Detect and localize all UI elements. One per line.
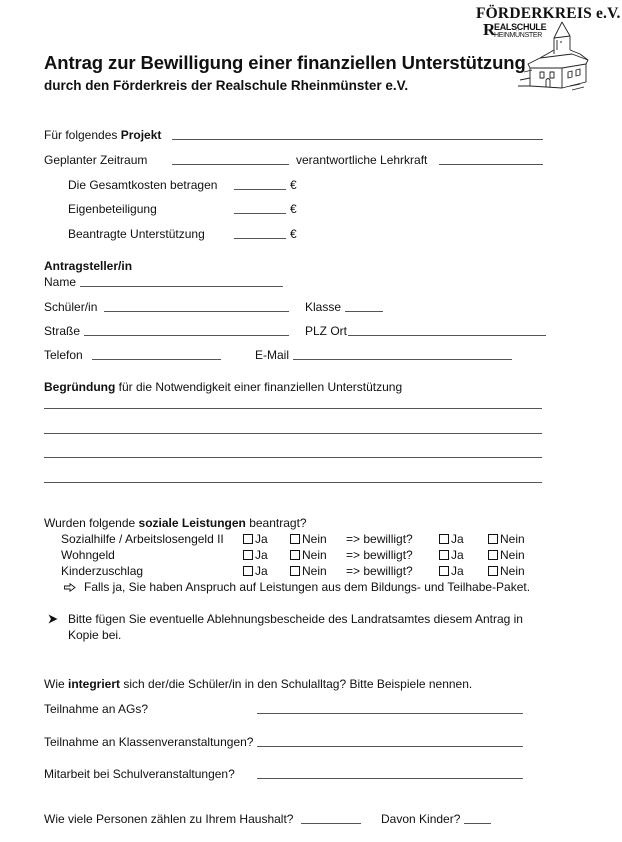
applicant-heading: Antragsteller/in — [44, 259, 133, 273]
class-events-field[interactable] — [257, 746, 523, 747]
integration-question — [44, 677, 472, 691]
logo-school-initial: R — [483, 20, 496, 39]
household-persons-label: Wie viele Personen zählen zu Ihrem Haushalt? — [44, 812, 294, 826]
approved-no-checkbox[interactable] — [488, 566, 498, 576]
email-label: E-Mail — [255, 348, 290, 362]
project-label-bold: Projekt — [120, 128, 162, 142]
class-field[interactable] — [345, 311, 383, 312]
no-label: Nein — [302, 548, 327, 562]
name-field[interactable] — [80, 286, 283, 287]
approved-label: => bewilligt? — [346, 548, 413, 562]
name-label: Name — [44, 275, 77, 289]
applied-yes-checkbox[interactable] — [243, 550, 253, 560]
yes-label: Ja — [451, 564, 464, 578]
class-events-label: Teilnahme an Klassenveranstaltungen? — [44, 735, 254, 749]
benefit-label: Wohngeld — [61, 548, 115, 562]
no-label: Nein — [302, 532, 327, 546]
yes-label: Ja — [451, 532, 464, 546]
benefit-label: Sozialhilfe / Arbeitslosengeld II — [61, 532, 224, 546]
phone-label: Telefon — [44, 348, 83, 362]
teacher-label: verantwortliche Lehrkraft — [296, 153, 428, 167]
yes-label: Ja — [255, 564, 268, 578]
teacher-field[interactable] — [439, 164, 543, 165]
yes-label: Ja — [255, 548, 268, 562]
school-events-label: Mitarbeit bei Schulveranstaltungen? — [44, 767, 235, 781]
approved-no-checkbox[interactable] — [488, 534, 498, 544]
benefits-question-bold: soziale Leistungen — [138, 516, 246, 530]
approved-yes-checkbox[interactable] — [439, 534, 449, 544]
phone-field[interactable] — [92, 359, 221, 360]
approved-yes-checkbox[interactable] — [439, 550, 449, 560]
applied-no-checkbox[interactable] — [290, 534, 300, 544]
attachment-note-line1: Bitte fügen Sie eventuelle Ablehnungsbescheide des Landratsamtes diesem Antrag in — [68, 612, 523, 626]
justification-line-1[interactable] — [44, 408, 542, 409]
class-label: Klasse — [305, 300, 342, 314]
integration-question-bold: integriert — [68, 677, 121, 691]
approved-no-checkbox[interactable] — [488, 550, 498, 560]
justification-label-rest: für die Notwendigkeit einer finanziellen Unterstützung — [115, 380, 403, 394]
page-subtitle: durch den Förderkreis der Realschule Rheinmünster e.V. — [44, 78, 409, 93]
applied-no-checkbox[interactable] — [290, 550, 300, 560]
approved-yes-checkbox[interactable] — [439, 566, 449, 576]
yes-label: Ja — [451, 548, 464, 562]
logo-school-line1: EALSCHULE — [494, 22, 547, 32]
no-label: Nein — [500, 548, 525, 562]
euro-unit: € — [290, 227, 297, 241]
benefits-question-prefix: Wurden folgende — [44, 516, 139, 530]
household-children-field[interactable] — [464, 823, 491, 824]
no-label: Nein — [500, 564, 525, 578]
cost-requested-label: Beantragte Unterstützung — [68, 227, 205, 241]
arrow-right-outline-icon — [64, 583, 76, 592]
ags-field[interactable] — [257, 713, 523, 714]
benefits-question-suffix: beantragt? — [245, 516, 307, 530]
project-label-prefix: Für folgendes — [44, 128, 121, 142]
street-label: Straße — [44, 324, 81, 338]
euro-unit: € — [290, 202, 297, 216]
street-field[interactable] — [84, 335, 289, 336]
yes-label: Ja — [255, 532, 268, 546]
cost-total-field[interactable] — [234, 189, 286, 190]
household-persons-field[interactable] — [301, 823, 361, 824]
justification-label-bold: Begründung — [44, 380, 116, 394]
no-label: Nein — [500, 532, 525, 546]
period-field[interactable] — [172, 164, 289, 165]
cost-own-label: Eigenbeteiligung — [68, 202, 157, 216]
project-field[interactable] — [172, 139, 543, 140]
benefits-question — [44, 516, 307, 530]
cost-total-label: Die Gesamtkosten betragen — [68, 178, 218, 192]
no-label: Nein — [302, 564, 327, 578]
approved-label: => bewilligt? — [346, 532, 413, 546]
euro-unit: € — [290, 178, 297, 192]
attachment-note-line2: Kopie bei. — [68, 628, 122, 642]
benefit-label: Kinderzuschlag — [61, 564, 144, 578]
justification-line-2[interactable] — [44, 433, 542, 434]
ags-label: Teilnahme an AGs? — [44, 702, 149, 716]
period-label: Geplanter Zeitraum — [44, 153, 148, 167]
integration-question-suffix: sich der/die Schüler/in in den Schulalltag? Bitte Beispiele nennen. — [120, 677, 473, 691]
applied-yes-checkbox[interactable] — [243, 534, 253, 544]
integration-question-prefix: Wie — [44, 677, 68, 691]
household-children-label: Davon Kinder? — [381, 812, 461, 826]
applied-yes-checkbox[interactable] — [243, 566, 253, 576]
benefits-note: Falls ja, Sie haben Anspruch auf Leistungen aus dem Bildungs- und Teilhabe-Paket. — [84, 580, 531, 594]
justification-line-4[interactable] — [44, 482, 542, 483]
school-events-field[interactable] — [257, 778, 523, 779]
applied-no-checkbox[interactable] — [290, 566, 300, 576]
cost-own-field[interactable] — [234, 213, 286, 214]
page-title: Antrag zur Bewilligung einer finanziellen Unterstützung — [44, 52, 526, 73]
justification-line-3[interactable] — [44, 457, 542, 458]
project-label — [44, 128, 161, 142]
student-label: Schüler/in — [44, 300, 98, 314]
zip-city-label: PLZ Ort — [305, 324, 348, 338]
arrowhead-bullet-icon — [48, 614, 58, 624]
logo-org-name: FÖRDERKREIS e.V. — [476, 5, 621, 22]
logo-school-line2: HEINMÜNSTER — [494, 32, 543, 39]
zip-city-field[interactable] — [348, 335, 546, 336]
email-field[interactable] — [293, 359, 512, 360]
approved-label: => bewilligt? — [346, 564, 413, 578]
cost-requested-field[interactable] — [234, 238, 286, 239]
student-field[interactable] — [104, 311, 289, 312]
justification-label — [44, 380, 402, 394]
